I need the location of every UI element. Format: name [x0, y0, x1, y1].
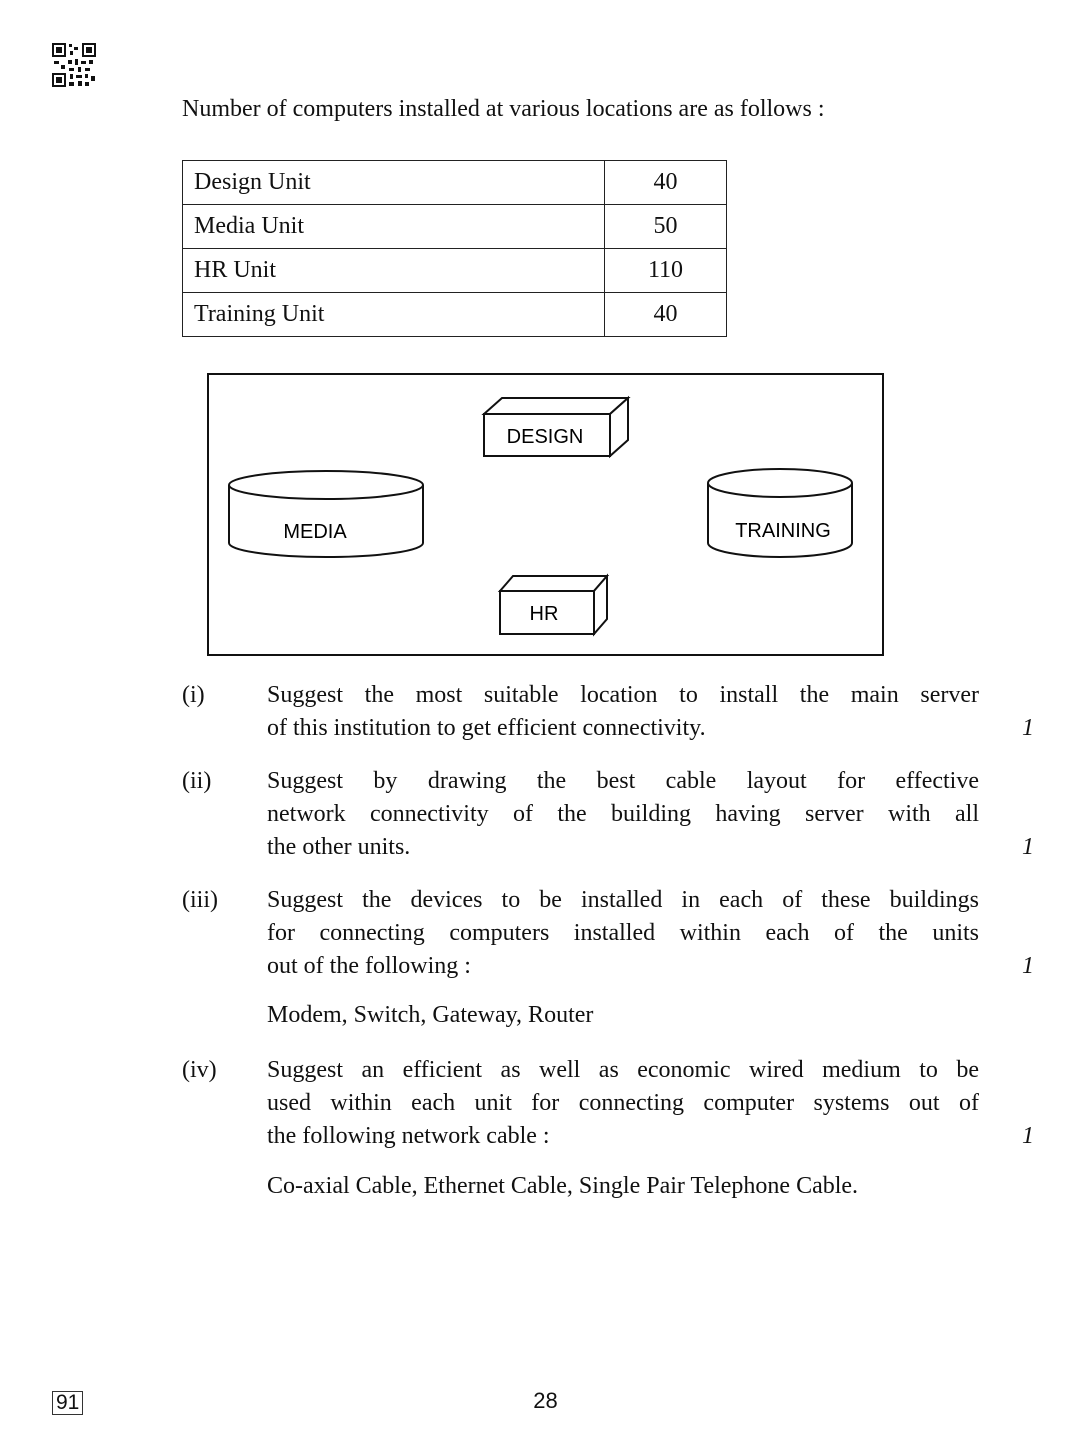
question-line: of this institution to get efficient connectivity. [267, 715, 706, 741]
unit-count: 40 [605, 161, 727, 205]
table-row [183, 249, 727, 293]
table-row [183, 293, 727, 337]
question-text [267, 884, 979, 983]
unit-count: 110 [605, 249, 727, 293]
question-text [267, 765, 979, 864]
hr-building [500, 576, 607, 634]
question-ii [182, 765, 1042, 864]
intro-text: Number of computers installed at various locations are as follows : [182, 96, 825, 122]
question-iv [182, 1054, 1042, 1153]
page-number: 28 [533, 1388, 558, 1413]
question-line: used within each unit for connecting computer systems out of [267, 1090, 979, 1116]
unit-count: 50 [605, 205, 727, 249]
question-line: out of the following : [267, 953, 471, 979]
question-line: Suggest the most suitable location to install the main server [267, 682, 979, 708]
computers-table [182, 160, 727, 337]
design-building [484, 398, 628, 456]
question-i [182, 679, 1042, 745]
question-options: Modem, Switch, Gateway, Router [267, 1002, 594, 1028]
hr-label: HR [529, 603, 559, 625]
unit-count: 40 [605, 293, 727, 337]
table-row [183, 161, 727, 205]
training-building [708, 469, 852, 557]
qr-code-icon [52, 43, 96, 87]
question-iii [182, 884, 1042, 983]
unit-name: HR Unit [183, 249, 605, 293]
question-options: Co-axial Cable, Ethernet Cable, Single Pair Telephone Cable. [267, 1173, 859, 1199]
question-number: (iv) [182, 1057, 217, 1083]
question-number: (i) [182, 682, 205, 708]
question-line: Suggest the devices to be installed in each of these buildings [267, 887, 979, 913]
media-building [229, 471, 423, 557]
design-label: DESIGN [506, 426, 584, 448]
question-marks: 1 [1022, 953, 1034, 979]
question-marks: 1 [1022, 715, 1034, 741]
unit-name: Media Unit [183, 205, 605, 249]
question-text [267, 1054, 979, 1153]
question-number: (iii) [182, 887, 218, 913]
campus-layout-diagram [207, 373, 885, 657]
paper-code-box: 91 [52, 1391, 83, 1415]
question-line: the other units. [267, 834, 411, 860]
question-marks: 1 [1022, 834, 1034, 860]
training-label: TRAINING [735, 520, 831, 542]
question-line: Suggest by drawing the best cable layout for effective [267, 768, 979, 794]
question-text [267, 679, 979, 745]
question-line: Suggest an efficient as well as economic wired medium to be [267, 1057, 979, 1083]
question-line: for connecting computers installed within each of the units [267, 920, 979, 946]
unit-name: Training Unit [183, 293, 605, 337]
question-line: the following network cable : [267, 1123, 550, 1149]
question-line: network connectivity of the building having server with all [267, 801, 979, 827]
question-number: (ii) [182, 768, 212, 794]
unit-name: Design Unit [183, 161, 605, 205]
question-marks: 1 [1022, 1123, 1034, 1149]
media-label: MEDIA [283, 521, 347, 543]
table-row [183, 205, 727, 249]
